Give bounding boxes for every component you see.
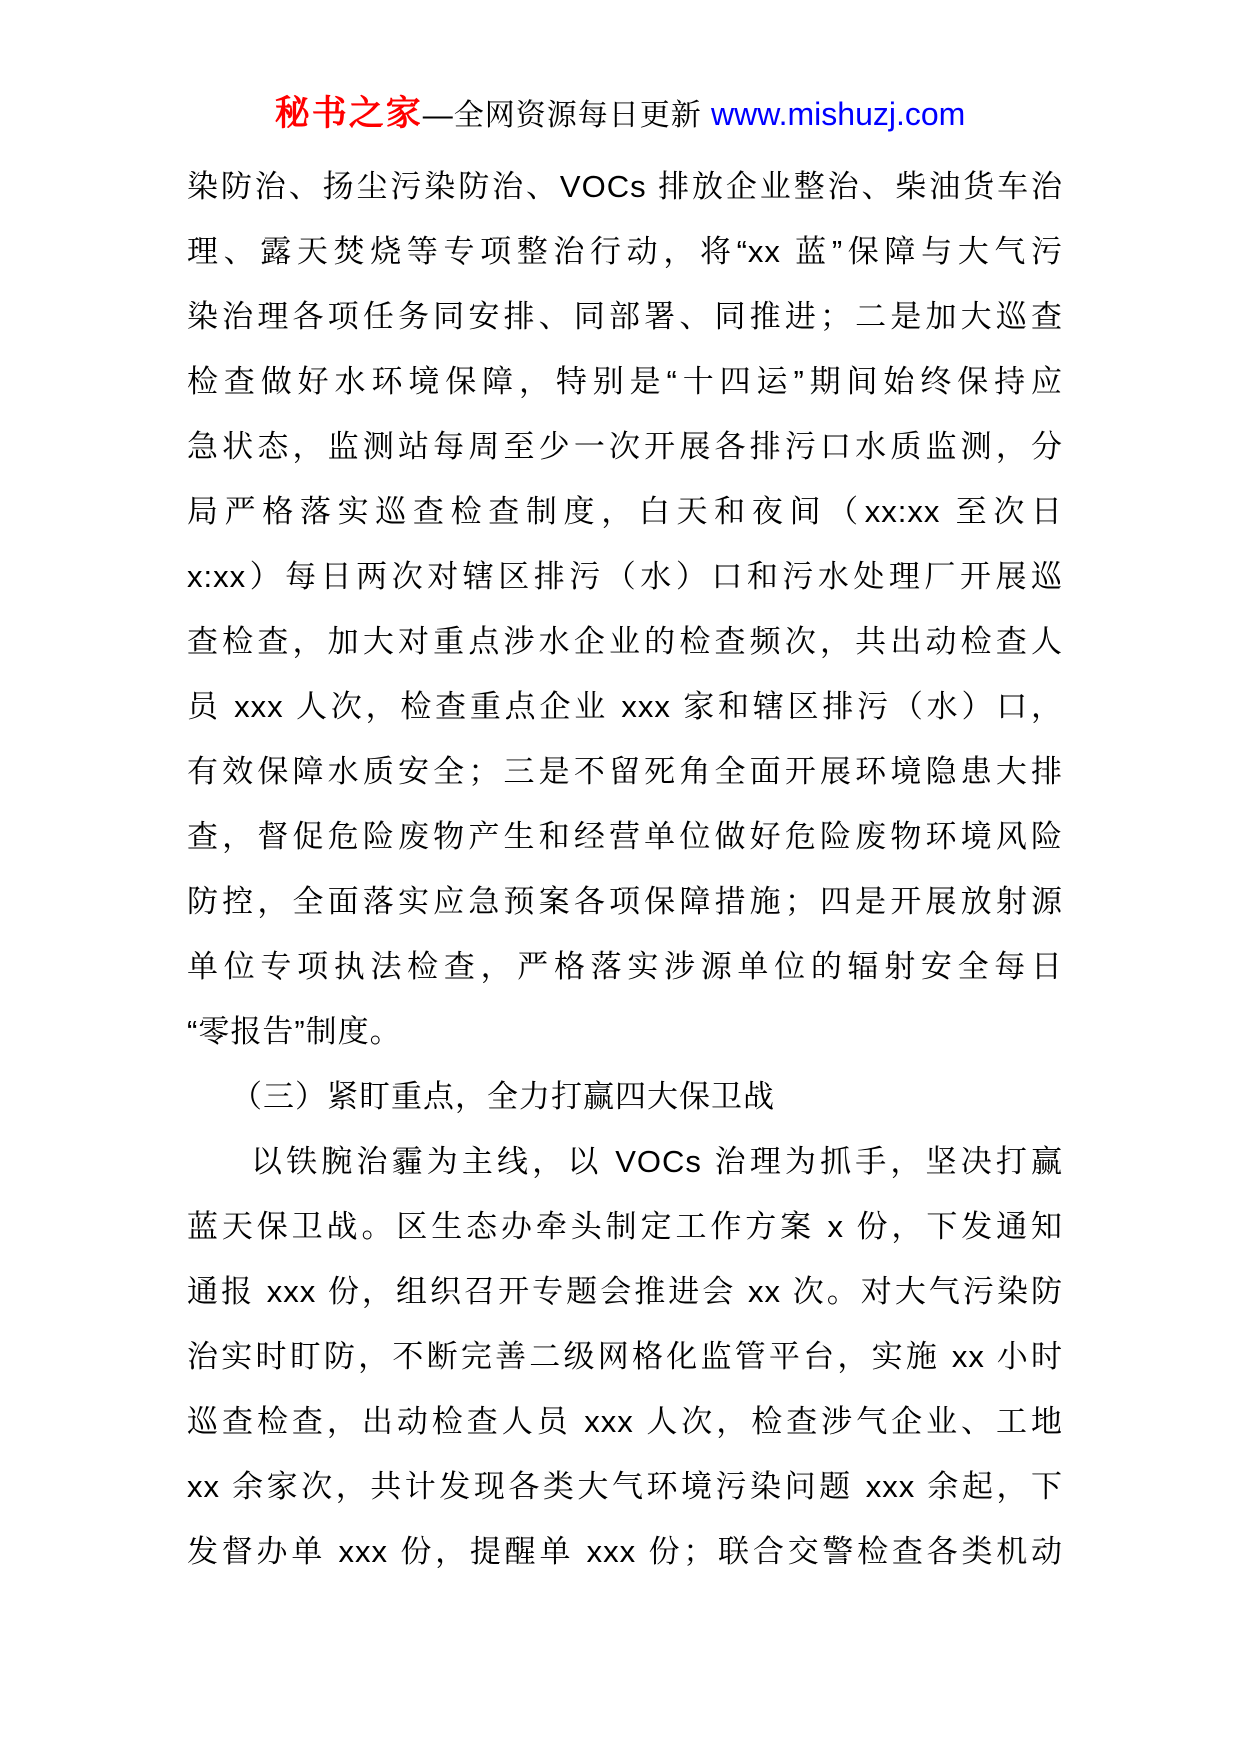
body-line: 单位专项执法检查，严格落实涉源单位的辐射安全每日 <box>187 949 1063 984</box>
brand-tagline: —全网资源每日更新 <box>422 99 712 132</box>
body-line: 通报 xxx 份，组织召开专题会推进会 xx 次。对大气污染防 <box>187 1274 1063 1309</box>
body-line: 理、露天焚烧等专项整治行动，将“xx 蓝”保障与大气污 <box>187 234 1063 269</box>
body-line: 查，督促危险废物产生和经营单位做好危险废物环境风险 <box>187 819 1063 854</box>
body-line: 有效保障水质安全；三是不留死角全面开展环境隐患大排 <box>187 754 1063 789</box>
section-heading: （三）紧盯重点，全力打赢四大保卫战 <box>231 1079 775 1114</box>
body-line: 防控，全面落实应急预案各项保障措施；四是开展放射源 <box>187 884 1063 919</box>
body-line: 急状态，监测站每周至少一次开展各排污口水质监测，分 <box>187 429 1063 464</box>
brand-title: 秘书之家 <box>274 94 423 133</box>
website-url-link[interactable]: www.mishuzj.com <box>711 96 966 132</box>
document-body <box>187 154 1063 1584</box>
page-header <box>0 0 1240 136</box>
body-line: 染治理各项任务同安排、同部署、同推进；二是加大巡查 <box>187 299 1063 334</box>
body-line: xx 余家次，共计发现各类大气环境污染问题 xxx 余起，下 <box>187 1469 1063 1504</box>
body-line: 发督办单 xxx 份，提醒单 xxx 份；联合交警检查各类机动 <box>187 1534 1063 1569</box>
body-line: 查检查，加大对重点涉水企业的检查频次，共出动检查人 <box>187 624 1063 659</box>
paragraph-end-line: “零报告”制度。 <box>187 1014 402 1049</box>
body-line: 治实时盯防，不断完善二级网格化监管平台，实施 xx 小时 <box>187 1339 1063 1374</box>
body-line: 员 xxx 人次，检查重点企业 xxx 家和辖区排污（水）口， <box>187 689 1063 724</box>
paragraph-start-line: 以铁腕治霾为主线，以 VOCs 治理为抓手，坚决打赢 <box>251 1144 1063 1179</box>
body-line: x:xx）每日两次对辖区排污（水）口和污水处理厂开展巡 <box>187 559 1063 594</box>
body-line: 检查做好水环境保障，特别是“十四运”期间始终保持应 <box>187 364 1063 399</box>
body-line: 巡查检查，出动检查人员 xxx 人次，检查涉气企业、工地 <box>187 1404 1063 1439</box>
body-line: 蓝天保卫战。区生态办牵头制定工作方案 x 份，下发通知 <box>187 1209 1063 1244</box>
body-line: 局严格落实巡查检查制度，白天和夜间（xx:xx 至次日 <box>187 494 1063 529</box>
body-line: 染防治、扬尘污染防治、VOCs 排放企业整治、柴油货车治 <box>187 169 1063 204</box>
